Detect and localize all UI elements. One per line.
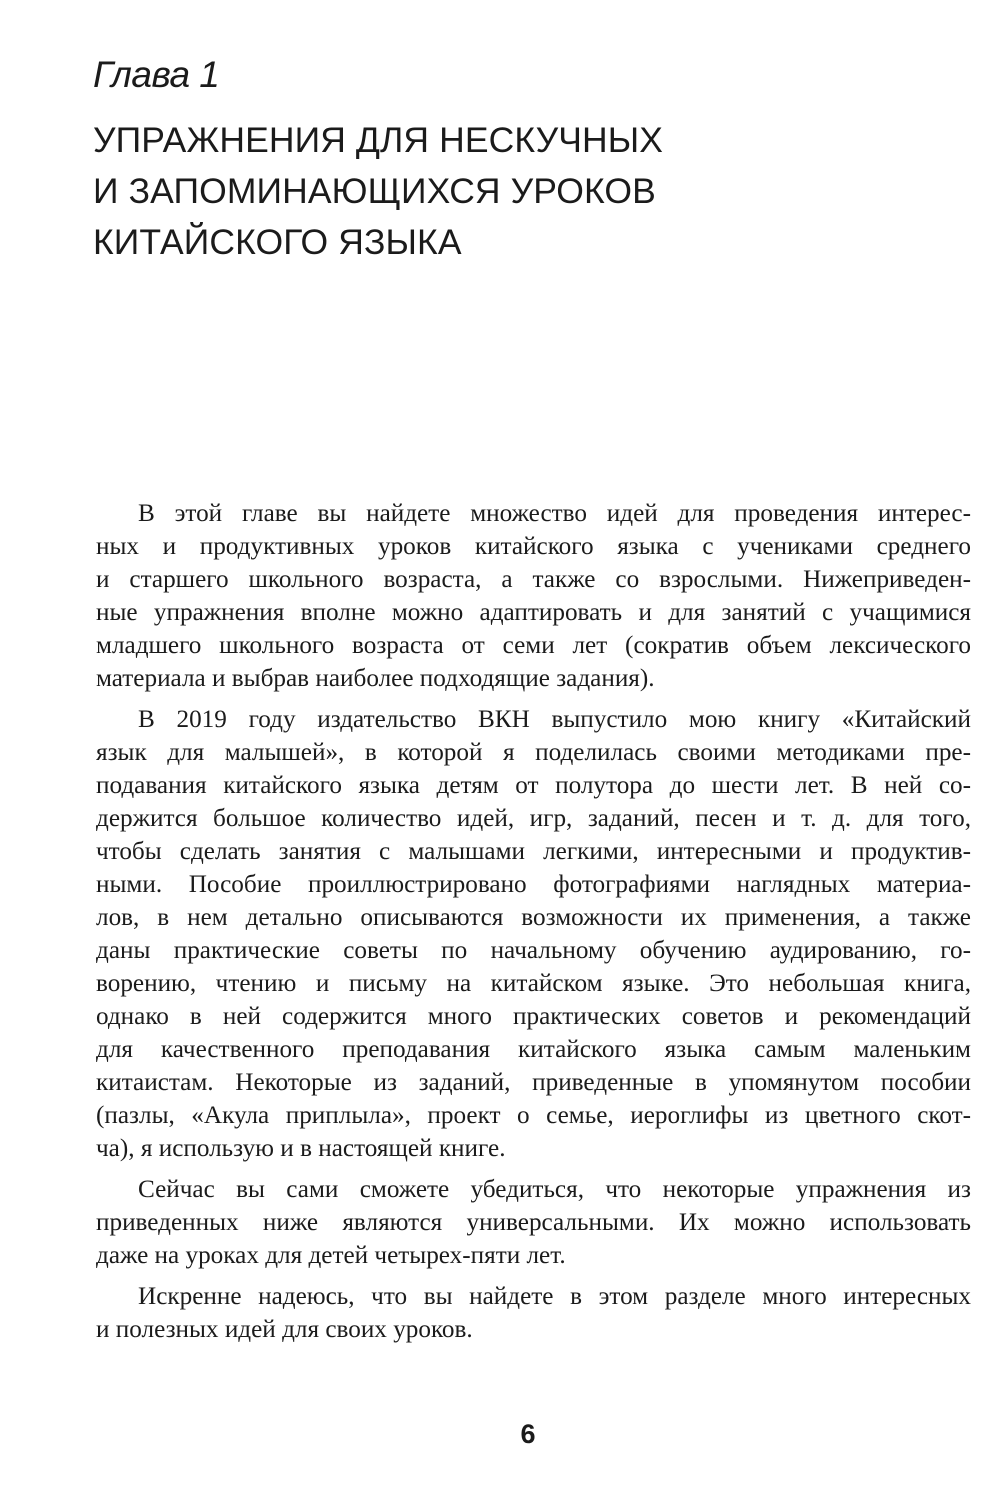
chapter-title-line: КИТАЙСКОГО ЯЗЫКА — [93, 222, 462, 262]
text-line: ных и продуктивных уроков китайского языка с учениками среднего — [96, 533, 971, 560]
text-line: даже на уроках для детей четырех-пяти лет. — [96, 1242, 566, 1269]
chapter-label: Глава 1 — [93, 54, 220, 95]
text-line: ные упражнения вполне можно адаптировать и для занятий с учащимися — [96, 599, 971, 626]
chapter-title-line: И ЗАПОМИНАЮЩИХСЯ УРОКОВ — [93, 171, 656, 211]
page-number: 6 — [520, 1419, 536, 1449]
text-line: чтобы сделать занятия с малышами легкими, интересными и продуктив- — [96, 838, 971, 865]
text-line: язык для малышей», в которой я поделилась своими методиками пре- — [96, 739, 971, 766]
paragraph-previous-book — [96, 703, 971, 1165]
text-line: лов, в нем детально описываются возможности их применения, а также — [96, 904, 971, 931]
text-line: даны практические советы по начальному обучению аудированию, го- — [96, 937, 971, 964]
text-line: Искренне надеюсь, что вы найдете в этом разделе много интересных — [138, 1283, 971, 1310]
text-line: материала и выбрав наиболее подходящие задания). — [96, 665, 655, 692]
chapter-title — [93, 115, 663, 268]
text-line: ворению, чтению и письму на китайском языке. Это небольшая книга, — [96, 970, 971, 997]
text-line: приведенных ниже являются универсальными. Их можно использовать — [96, 1209, 971, 1236]
text-line: держится большое количество идей, игр, заданий, песен и т. д. для того, — [96, 805, 971, 832]
paragraph-universal-exercises — [96, 1173, 971, 1272]
text-line: ча), я использую и в настоящей книге. — [96, 1135, 506, 1162]
text-line: В этой главе вы найдете множество идей для проведения интерес- — [138, 500, 971, 527]
chapter-title-line: УПРАЖНЕНИЯ ДЛЯ НЕСКУЧНЫХ — [93, 120, 664, 160]
text-line: китаистам. Некоторые из заданий, приведенные в упомянутом пособии — [96, 1069, 971, 1096]
paragraph-chapter-intro — [96, 497, 971, 695]
text-line: однако в ней содержится много практических советов и рекомендаций — [96, 1003, 971, 1030]
text-line: и старшего школьного возраста, а также со взрослыми. Нижеприведен- — [96, 566, 971, 593]
text-line: (пазлы, «Акула приплыла», проект о семье, иероглифы из цветного скот- — [96, 1102, 971, 1129]
text-line: младшего школьного возраста от семи лет (сократив объем лексического — [96, 632, 971, 659]
paragraph-closing — [96, 1280, 971, 1346]
text-line: В 2019 году издательство ВКН выпустило мою книгу «Китайский — [138, 706, 971, 733]
text-line: подавания китайского языка детям от полутора до шести лет. В ней со- — [96, 772, 971, 799]
text-line: и полезных идей для своих уроков. — [96, 1316, 473, 1343]
text-line: Сейчас вы сами сможете убедиться, что некоторые упражнения из — [138, 1176, 971, 1203]
text-line: ными. Пособие проиллюстрировано фотографиями наглядных материа- — [96, 871, 971, 898]
text-line: для качественного преподавания китайского языка самым маленьким — [96, 1036, 971, 1063]
body-text — [96, 497, 971, 1354]
